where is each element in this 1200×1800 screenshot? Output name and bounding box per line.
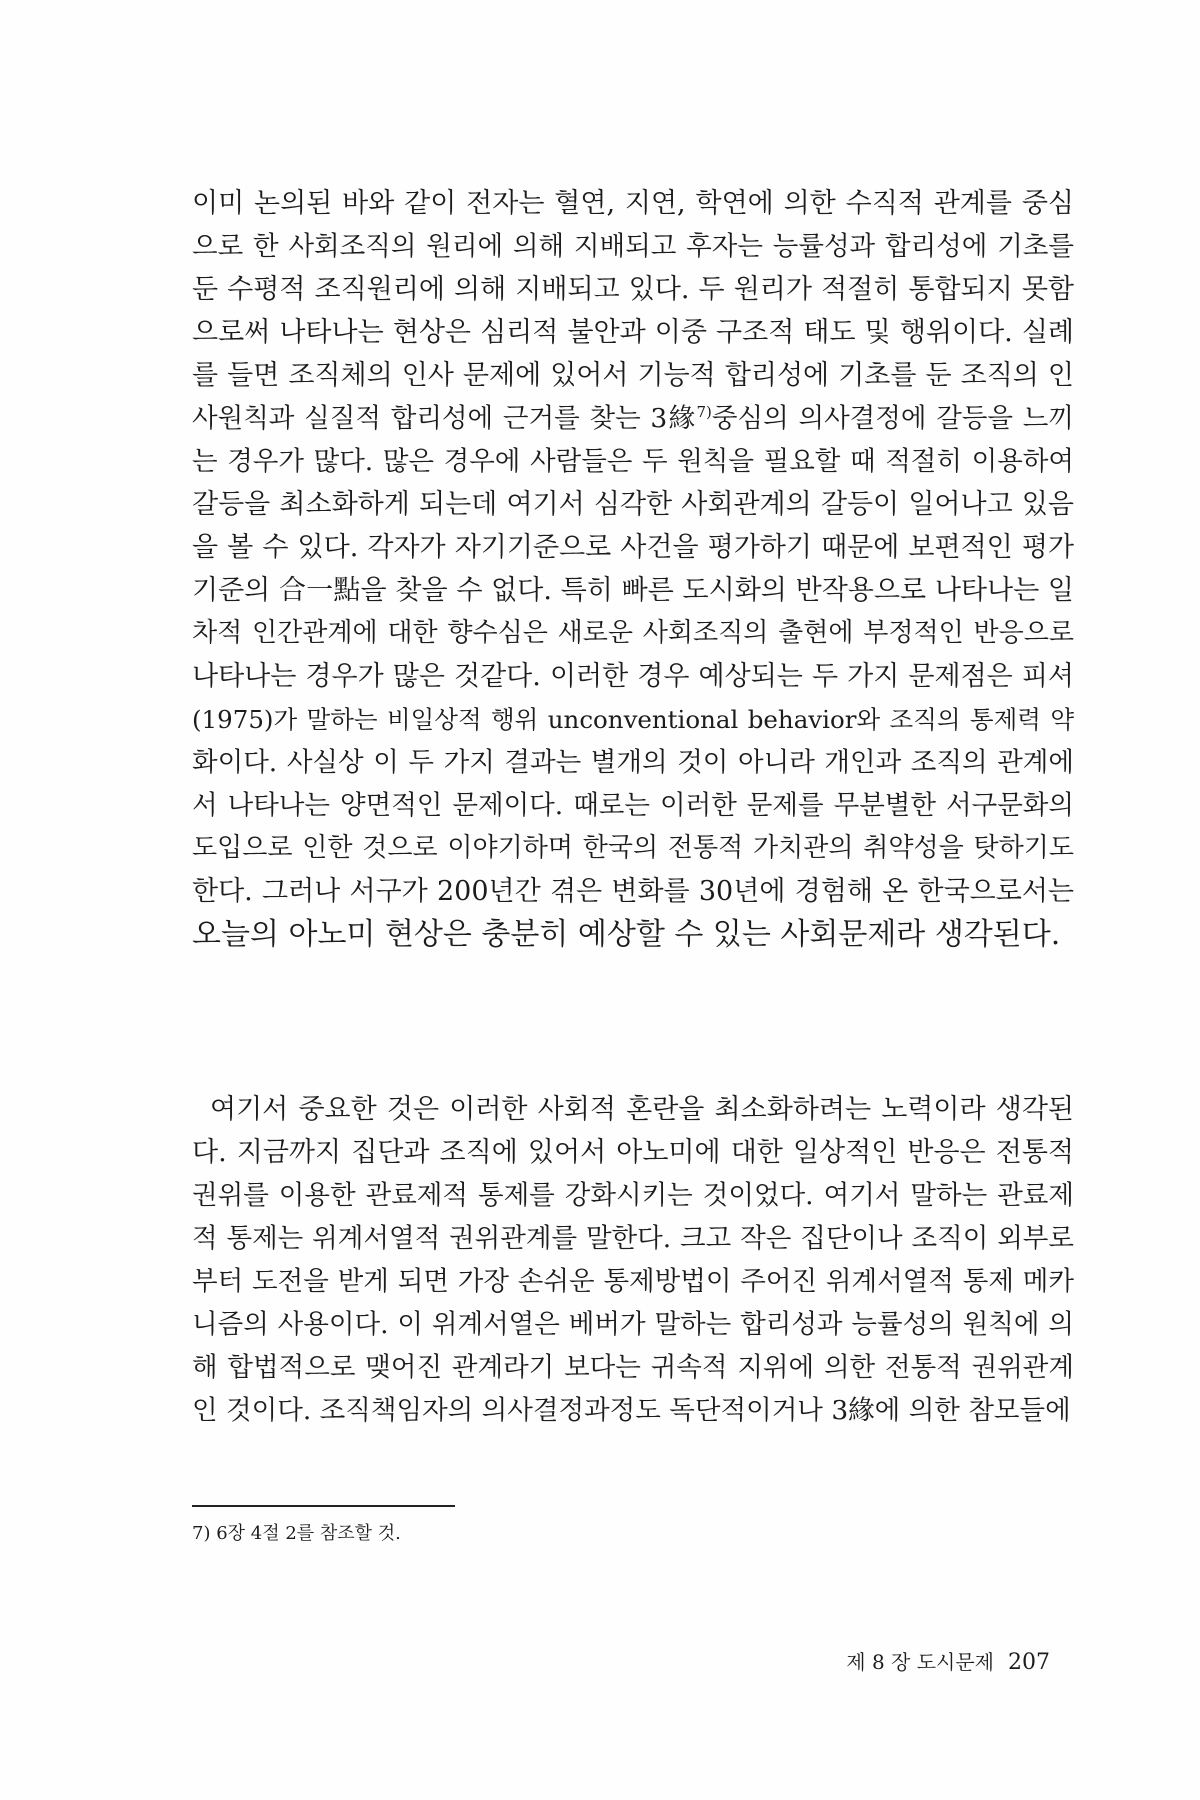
- text-line: 으로 한 사회조직의 원리에 의해 지배되고 후자는 능률성과 합리성에 기초를: [192, 231, 1074, 262]
- page-footer: [846, 1645, 1050, 1679]
- text-line: 도입으로 인한 것으로 이야기하며 한국의 전통적 가치관의 취약성을 탓하기도: [192, 833, 1074, 863]
- text-line: 적 통제는 위계서열적 권위관계를 말한다. 크고 작은 집단이나 조직이 외부로: [192, 1223, 1074, 1254]
- text-line: (1975)가 말하는 비일상적 행위 unconventional behavior와 조직의 통제력 약: [192, 705, 1074, 734]
- text-line: 는 경우가 많다. 많은 경우에 사람들은 두 원칙을 필요할 때 적절히 이용하여: [192, 446, 1074, 477]
- text-line: 둔 수평적 조직원리에 의해 지배되고 있다. 두 원리가 적절히 통합되지 못함: [192, 274, 1074, 305]
- text-line: 서 나타나는 양면적인 문제이다. 때로는 이러한 문제를 무분별한 서구문화의: [192, 790, 1074, 821]
- text-line: 갈등을 최소화하게 되는데 여기서 심각한 사회관계의 갈등이 일어나고 있음: [192, 489, 1074, 520]
- footnote-reference[interactable]: 7): [696, 403, 712, 422]
- text-line: 으로써 나타나는 현상은 심리적 불안과 이중 구조적 태도 및 행위이다. 실례: [192, 317, 1074, 348]
- page-number: 207: [1008, 1650, 1050, 1675]
- paragraph-2: [192, 1088, 1074, 1432]
- running-footer-chapter: 제 8 장 도시문제: [846, 1650, 994, 1674]
- text-line: 기준의 合一點을 찾을 수 없다. 특히 빠른 도시화의 반작용으로 나타나는 일: [192, 575, 1074, 606]
- text-line: 한다. 그러나 서구가 200년간 겪은 변화를 30년에 경험해 온 한국으로서는: [192, 876, 1074, 907]
- text-line: [192, 397, 1074, 440]
- text-line: 차적 인간관계에 대한 향수심은 새로운 사회조직의 출현에 부정적인 반응으로: [192, 618, 1074, 648]
- text-line: 를 들면 조직체의 인사 문제에 있어서 기능적 합리성에 기초를 둔 조직의 인: [192, 360, 1074, 391]
- text-line: 화이다. 사실상 이 두 가지 결과는 별개의 것이 아니라 개인과 조직의 관계에: [192, 747, 1074, 778]
- text-line: 이미 논의된 바와 같이 전자는 혈연, 지연, 학연에 의한 수직적 관계를 중심: [192, 188, 1074, 219]
- text-line: 해 합법적으로 맺어진 관계라기 보다는 귀속적 지위에 의한 전통적 권위관계: [192, 1352, 1074, 1383]
- text-line: 권위를 이용한 관료제적 통제를 강화시키는 것이었다. 여기서 말하는 관료제: [192, 1180, 1074, 1211]
- footnote-divider: [192, 1505, 455, 1507]
- text-line: 인 것이다. 조직책임자의 의사결정과정도 독단적이거나 3緣에 의한 참모들에: [192, 1395, 1071, 1426]
- text-line: 니즘의 사용이다. 이 위계서열은 베버가 말하는 합리성과 능률성의 원칙에 의: [192, 1309, 1074, 1340]
- text-segment: 사원칙과 실질적 합리성에 근거를 찾는 3緣: [192, 403, 697, 434]
- footnote: 7) 6장 4절 2를 참조할 것.: [192, 1523, 401, 1544]
- text-line: 을 볼 수 있다. 각자가 자기기준으로 사건을 평가하기 때문에 보편적인 평가: [192, 532, 1074, 563]
- text-line: 나타나는 경우가 많은 것같다. 이러한 경우 예상되는 두 가지 문제점은 피셔: [192, 661, 1074, 692]
- text-segment: 중심의 의사결정에 갈등을 느끼: [711, 403, 1075, 434]
- text-line: 오늘의 아노미 현상은 충분히 예상할 수 있는 사회문제라 생각된다.: [192, 917, 1061, 952]
- text-line: 여기서 중요한 것은 이러한 사회적 혼란을 최소화하려는 노력이라 생각된: [210, 1094, 1074, 1125]
- text-line: 다. 지금까지 집단과 조직에 있어서 아노미에 대한 일상적인 반응은 전통적: [192, 1137, 1074, 1168]
- text-line: 부터 도전을 받게 되면 가장 손쉬운 통제방법이 주어진 위계서열적 통제 메카: [192, 1266, 1074, 1297]
- paragraph-1: [192, 182, 1074, 956]
